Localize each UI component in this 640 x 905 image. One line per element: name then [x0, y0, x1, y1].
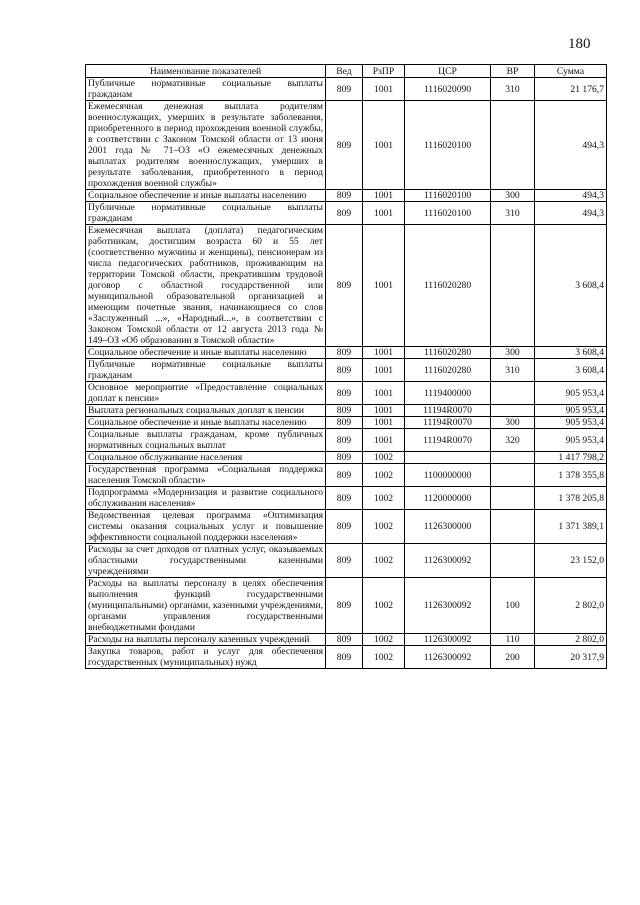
- table-row: [86, 452, 607, 464]
- row-rzpr: 1001: [363, 101, 405, 190]
- row-vr: [491, 405, 535, 417]
- table-row: [86, 634, 607, 646]
- row-sum: 20 317,9: [535, 646, 607, 669]
- row-sum: 905 953,4: [535, 429, 607, 452]
- row-ved: 809: [326, 487, 363, 510]
- row-sum: 23 152,0: [535, 544, 607, 578]
- row-ved: 809: [326, 429, 363, 452]
- header-rzpr: РзПР: [363, 65, 405, 78]
- row-vr: 300: [491, 347, 535, 359]
- row-csr: 1116020100: [405, 190, 491, 202]
- row-rzpr: 1002: [363, 578, 405, 634]
- row-rzpr: 1001: [363, 202, 405, 225]
- row-ved: 809: [326, 578, 363, 634]
- row-name: Публичные нормативные социальные выплаты гражданам: [86, 359, 326, 382]
- row-ved: 809: [326, 347, 363, 359]
- row-name: Публичные нормативные социальные выплаты гражданам: [86, 202, 326, 225]
- row-name: Закупка товаров, работ и услуг для обеспечения государственных (муниципальных) нужд: [86, 646, 326, 669]
- table-row: [86, 417, 607, 429]
- row-vr: 310: [491, 202, 535, 225]
- row-rzpr: 1001: [363, 225, 405, 347]
- row-vr: 100: [491, 578, 535, 634]
- table-row: [86, 405, 607, 417]
- row-rzpr: 1001: [363, 347, 405, 359]
- table-header-row: [86, 65, 607, 78]
- row-vr: 320: [491, 429, 535, 452]
- row-vr: 300: [491, 190, 535, 202]
- row-name: Социальное обслуживание населения: [86, 452, 326, 464]
- row-ved: 809: [326, 190, 363, 202]
- row-name: Ежемесячная выплата (доплата) педагогическим работникам, достигшим возраста 60 и 55 лет (соответственно мужчины и женщины), пенсионерам из числа педагогических работников, проживающим на территории Томской области, прекратившим трудовой договор с областной государственной или муниципальной образовательной организацией и имеющим почетные звания, начинающиеся со слов «Заслуженный ...», «Народный...», в соответствии с Законом Томской области от 12 августа 2013 года № 149–ОЗ «Об образовании в Томской области»: [86, 225, 326, 347]
- row-sum: 1 417 798,2: [535, 452, 607, 464]
- row-ved: 809: [326, 101, 363, 190]
- row-ved: 809: [326, 452, 363, 464]
- row-vr: [491, 225, 535, 347]
- row-ved: 809: [326, 202, 363, 225]
- row-vr: 310: [491, 359, 535, 382]
- row-vr: [491, 101, 535, 190]
- row-name: Расходы за счет доходов от платных услуг, оказываемых областными государственными казенными учреждениями: [86, 544, 326, 578]
- row-ved: 809: [326, 78, 363, 101]
- row-sum: 905 953,4: [535, 417, 607, 429]
- row-csr: 11194R0070: [405, 405, 491, 417]
- row-vr: [491, 452, 535, 464]
- table-row: [86, 202, 607, 225]
- page-number: 180: [568, 36, 591, 52]
- row-ved: 809: [326, 544, 363, 578]
- row-csr: 1100000000: [405, 464, 491, 487]
- budget-table: [85, 64, 607, 669]
- row-name: Социальное обеспечение и иные выплаты населению: [86, 190, 326, 202]
- row-rzpr: 1001: [363, 190, 405, 202]
- row-name: Основное мероприятие «Предоставление социальных доплат к пенсии»: [86, 382, 326, 405]
- row-ved: 809: [326, 464, 363, 487]
- row-rzpr: 1001: [363, 382, 405, 405]
- table-row: [86, 487, 607, 510]
- row-ved: 809: [326, 510, 363, 544]
- row-csr: 1116020100: [405, 202, 491, 225]
- row-sum: 494,3: [535, 101, 607, 190]
- row-csr: 1120000000: [405, 487, 491, 510]
- row-csr: 1126300092: [405, 634, 491, 646]
- row-rzpr: 1001: [363, 417, 405, 429]
- row-name: Ежемесячная денежная выплата родителям военнослужащих, умерших в результате заболевания, приобретенного в период прохождения военной службы, в соответствии с Законом Томской области от 13 июня 2001 года № 71–ОЗ «О ежемесячных денежных выплатах родителям военнослужащих, умерших в результате заболевания, приобретенного в период прохождения военной службы»: [86, 101, 326, 190]
- row-ved: 809: [326, 646, 363, 669]
- row-vr: [491, 487, 535, 510]
- row-vr: 200: [491, 646, 535, 669]
- row-csr: 1116020280: [405, 359, 491, 382]
- row-csr: 1126300092: [405, 646, 491, 669]
- row-ved: 809: [326, 359, 363, 382]
- row-vr: [491, 544, 535, 578]
- row-sum: 2 802,0: [535, 634, 607, 646]
- row-rzpr: 1002: [363, 487, 405, 510]
- row-rzpr: 1002: [363, 544, 405, 578]
- header-vr: ВР: [491, 65, 535, 78]
- row-csr: 1126300092: [405, 578, 491, 634]
- row-csr: 1126300000: [405, 510, 491, 544]
- table-row: [86, 578, 607, 634]
- row-name: Социальное обеспечение и иные выплаты населению: [86, 347, 326, 359]
- row-csr: 1116020090: [405, 78, 491, 101]
- row-sum: 1 378 205,8: [535, 487, 607, 510]
- row-ved: 809: [326, 417, 363, 429]
- row-ved: 809: [326, 634, 363, 646]
- row-sum: 905 953,4: [535, 382, 607, 405]
- header-csr: ЦСР: [405, 65, 491, 78]
- header-name: Наименование показателей: [86, 65, 326, 78]
- row-vr: 110: [491, 634, 535, 646]
- table-row: [86, 464, 607, 487]
- table-row: [86, 225, 607, 347]
- row-csr: 1116020280: [405, 225, 491, 347]
- row-sum: 2 802,0: [535, 578, 607, 634]
- row-csr: 1119400000: [405, 382, 491, 405]
- row-ved: 809: [326, 382, 363, 405]
- row-rzpr: 1002: [363, 510, 405, 544]
- row-sum: 494,3: [535, 202, 607, 225]
- row-csr: 1116020100: [405, 101, 491, 190]
- row-name: Социальное обеспечение и иные выплаты населению: [86, 417, 326, 429]
- header-ved: Вед: [326, 65, 363, 78]
- row-name: Подпрограмма «Модернизация и развитие социального обслуживания населения»: [86, 487, 326, 510]
- row-ved: 809: [326, 405, 363, 417]
- row-name: Публичные нормативные социальные выплаты гражданам: [86, 78, 326, 101]
- row-sum: 3 608,4: [535, 359, 607, 382]
- row-sum: 905 953,4: [535, 405, 607, 417]
- row-csr: 1116020280: [405, 347, 491, 359]
- row-name: Выплата региональных социальных доплат к пенсии: [86, 405, 326, 417]
- row-sum: 3 608,4: [535, 225, 607, 347]
- table-row: [86, 646, 607, 669]
- row-vr: 300: [491, 417, 535, 429]
- table-row: [86, 101, 607, 190]
- table-row: [86, 359, 607, 382]
- row-rzpr: 1002: [363, 464, 405, 487]
- row-sum: 494,3: [535, 190, 607, 202]
- table-row: [86, 510, 607, 544]
- header-sum: Сумма: [535, 65, 607, 78]
- row-rzpr: 1002: [363, 452, 405, 464]
- table-row: [86, 429, 607, 452]
- row-name: Государственная программа «Социальная поддержка населения Томской области»: [86, 464, 326, 487]
- row-rzpr: 1001: [363, 405, 405, 417]
- row-csr: 1126300092: [405, 544, 491, 578]
- row-name: Расходы на выплаты персоналу казенных учреждений: [86, 634, 326, 646]
- table-row: [86, 544, 607, 578]
- row-sum: 1 371 389,1: [535, 510, 607, 544]
- table-row: [86, 78, 607, 101]
- row-rzpr: 1002: [363, 634, 405, 646]
- row-name: Расходы на выплаты персоналу в целях обеспечения выполнения функций государственными (муниципальными) органами, казенными учреждениями, органами управления государственными внебюджетными фондами: [86, 578, 326, 634]
- row-csr: [405, 452, 491, 464]
- row-vr: 310: [491, 78, 535, 101]
- row-rzpr: 1001: [363, 78, 405, 101]
- table-row: [86, 190, 607, 202]
- row-name: Ведомственная целевая программа «Оптимизация системы оказания социальных услуг и повышение эффективности социальной поддержки населения»: [86, 510, 326, 544]
- row-sum: 3 608,4: [535, 347, 607, 359]
- row-vr: [491, 510, 535, 544]
- row-sum: 1 378 355,8: [535, 464, 607, 487]
- row-ved: 809: [326, 225, 363, 347]
- row-rzpr: 1001: [363, 359, 405, 382]
- row-csr: 11194R0070: [405, 417, 491, 429]
- row-csr: 11194R0070: [405, 429, 491, 452]
- row-rzpr: 1001: [363, 429, 405, 452]
- table-row: [86, 382, 607, 405]
- row-rzpr: 1002: [363, 646, 405, 669]
- row-sum: 21 176,7: [535, 78, 607, 101]
- table-row: [86, 347, 607, 359]
- row-name: Социальные выплаты гражданам, кроме публичных нормативных социальных выплат: [86, 429, 326, 452]
- row-vr: [491, 464, 535, 487]
- row-vr: [491, 382, 535, 405]
